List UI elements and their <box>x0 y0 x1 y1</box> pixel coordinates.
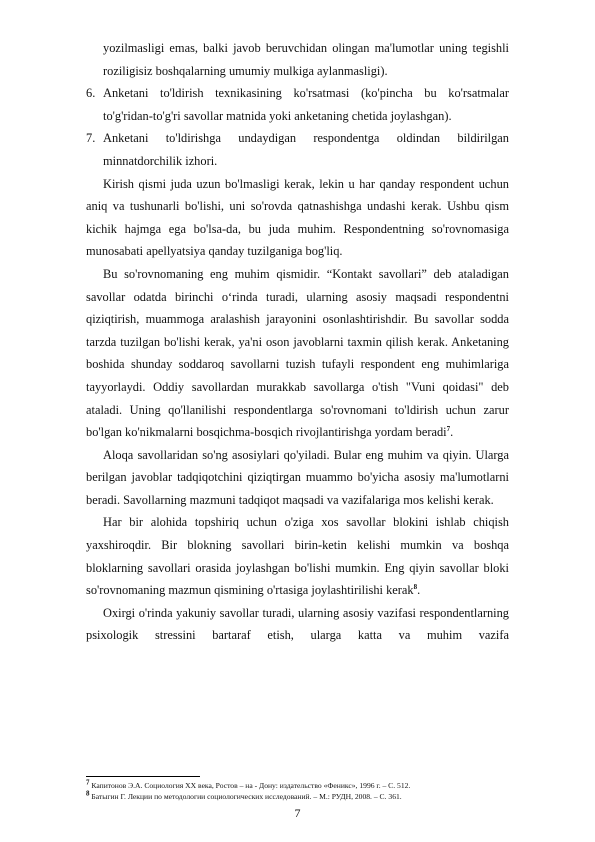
list-item-text: Anketani to'ldirish texnikasining ko'rsatmasi (ko'pincha bu ko'rsatmalar to'g'ridan-to'g'ri savollar matnida yoki anketaning chetida joylashgan). <box>103 86 509 123</box>
footnote-number: 7 <box>86 778 90 787</box>
list-number: 6. <box>86 86 96 101</box>
paragraph-end: . <box>417 583 421 598</box>
footnote-7 <box>86 780 509 791</box>
footnote-separator <box>86 776 200 777</box>
paragraph-text: Har bir alohida topshiriq uchun o'ziga xos savollar blokini ishlab chiqish yaxshiroqdir. Bir blokning savollari birin-ketin kelishi mumkin va boshqa bloklarning savollari orasida joylashgan bo'lishi mumkin. Eng qiyin savollar bloki so'rovnomaning mazmun qismining o'rtasiga joylashtirilishi kerak <box>86 515 509 598</box>
paragraph-question-blocks <box>86 511 509 601</box>
list-item-7 <box>86 127 509 172</box>
footnote-8 <box>86 791 509 802</box>
paragraph-text: Bu so'rovnomaning eng muhim qismidir. “Kontakt savollari” deb ataladigan savollar odatda birinchi o‘rinda turadi, ularning asosiy maqsadi respondentni qiziqtirish, muammoga aralashish jarayonini osonlashtirishdir. Bu savollar sodda tarzda tuzilgan bo'lishi kerak, ya'ni oson javoblarni taxmin qilish kerak. Anketaning boshida shunday soddaroq savollarni tuzish tufayli respondent eng muhimlariga tayyorlaydi. Oddiy savollardan murakkab savollarga o'tish "Vuni qoidasi" deb ataladi. Uning qo'llanilishi respondentlarga so'rovnomani to'ldirish uchun zarur bo'lgan ko'nikmalarni bosqichma-bosqich rivojlantirishga yordam beradi <box>86 266 509 440</box>
paragraph-contact-questions <box>86 263 509 444</box>
body-text <box>86 37 509 647</box>
paragraph-main-questions: Aloqa savollaridan so'ng asosiylari qo'yiladi. Bular eng muhim va qiyin. Ularga berilgan javoblar tadqiqotchini qiziqtirgan muammo bo'yicha asosiy ma'lumotlarni beradi. Savollarning mazmuni tadqiqot maqsadi va vazifalariga mos kelishi kerak. <box>86 447 509 507</box>
paragraph-final-questions: Oxirgi o'rinda yakuniy savollar turadi, ularning asosiy vazifasi respondentlarning psixologik stressini bartaraf etish, ularga katta va muhim vazifa <box>86 605 509 643</box>
footnote-ref-8[interactable]: 8 <box>413 583 418 592</box>
footnote-number: 8 <box>86 789 90 798</box>
list-item-text: Anketani to'ldirishga undaydigan respondentga oldindan bildirilgan minnatdorchilik izhori. <box>103 131 509 168</box>
footnote-ref-7[interactable]: 7 <box>446 424 451 433</box>
paragraph-end: . <box>450 425 454 440</box>
page-number: 7 <box>294 806 301 820</box>
paragraph-continuation: yozilmasligi emas, balki javob beruvchidan olingan ma'lumotlar uning tegishli roziligisiz boshqalarning umumiy mulkiga aylanmasligi). <box>103 41 509 78</box>
list-item-6 <box>86 82 509 127</box>
list-number: 7. <box>86 131 96 146</box>
footnote-text: Капитонов Э.А. Социология XX века, Ростов – на - Дону: издательство «Феникс», 1996 г. – С. 512. <box>89 781 411 790</box>
footnote-text: Батыгин Г. Лекции по методологии социологических исследований. – М.: РУДН, 2008. – С. 361. <box>89 792 402 801</box>
paragraph-intro-length: Kirish qismi juda uzun bo'lmasligi kerak, lekin u har qanday respondent uchun aniq va tushunarli bo'lishi, uni so'rovda qatnashishga undashi kerak. Ushbu qism kichik hajmga ega bo'lsa-da, bu juda muhim. Respondentning so'rovnomasiga munosabati apellyatsiya qanday tuzilganiga bog'liq. <box>86 176 509 259</box>
footnotes <box>86 780 509 802</box>
